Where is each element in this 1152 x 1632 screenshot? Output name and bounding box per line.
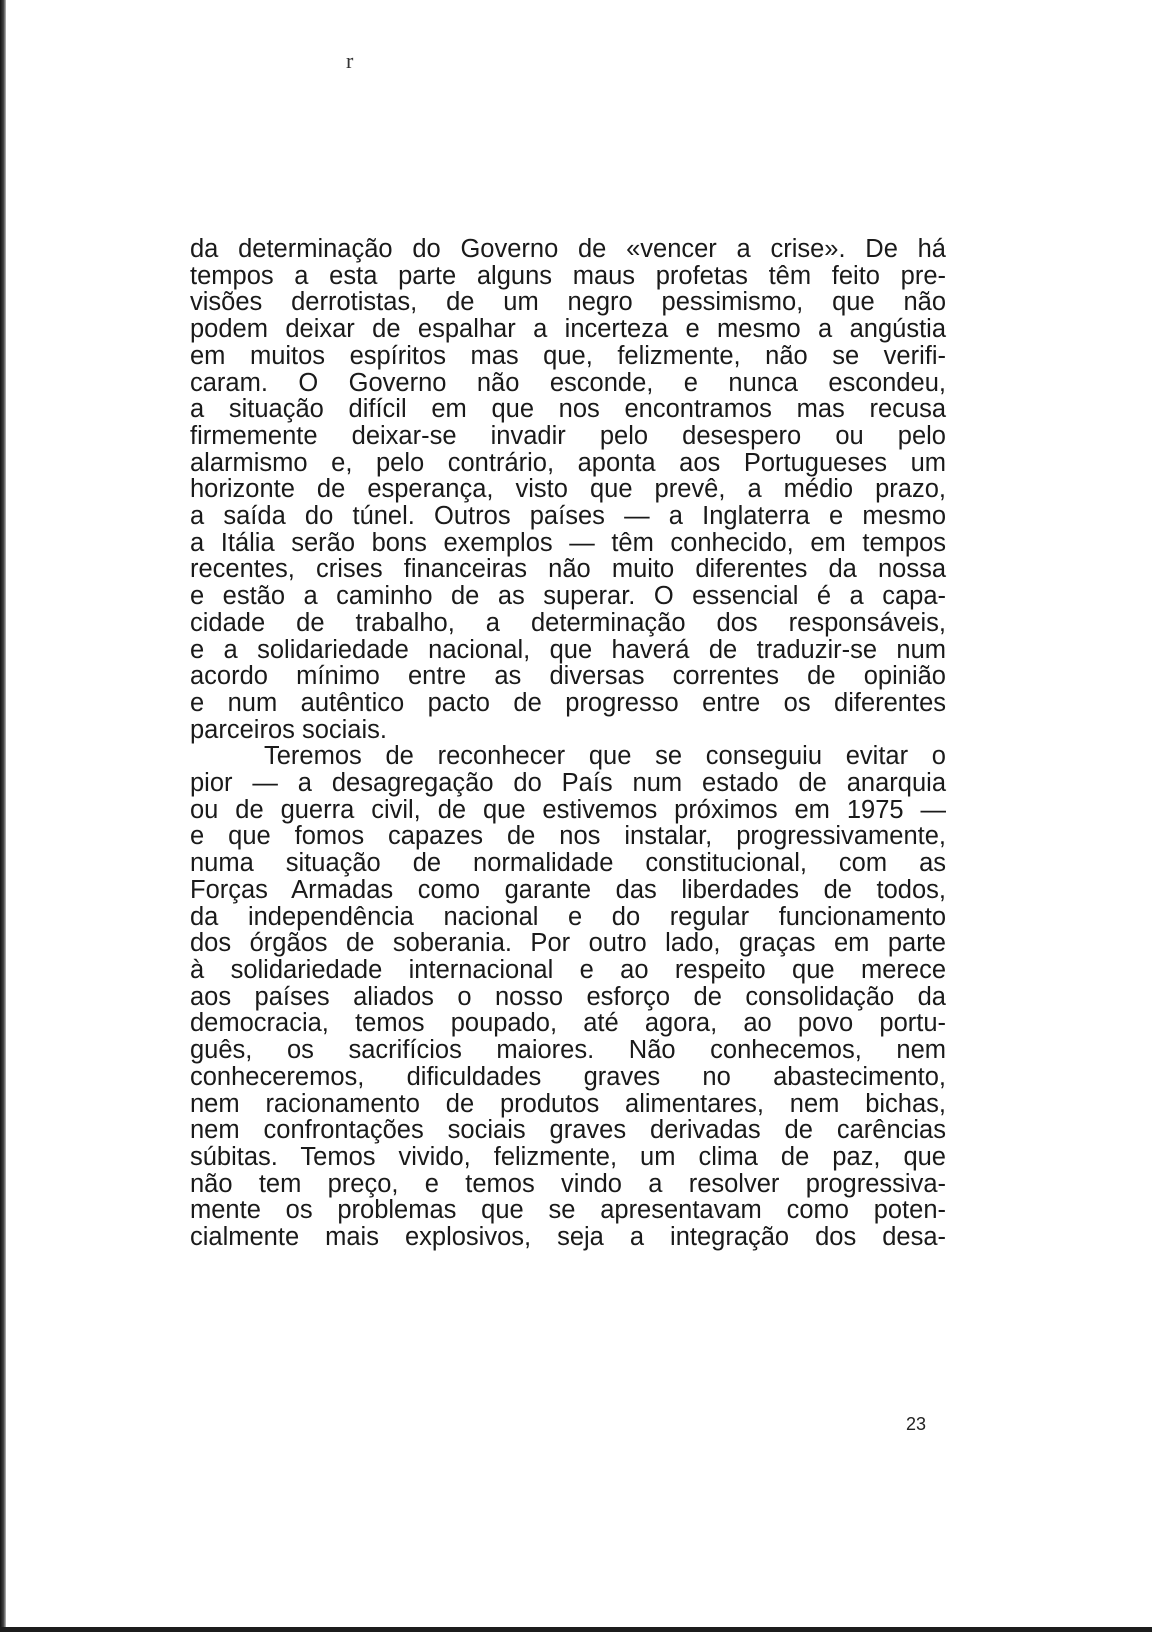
text-line: Teremos de reconhecer que se conseguiu evitar o bbox=[264, 742, 946, 771]
text-line: numa situação de normalidade constitucional, com as bbox=[190, 849, 946, 878]
text-line: nem racionamento de produtos alimentares, nem bichas, bbox=[190, 1089, 946, 1118]
text-line: Forças Armadas como garante das liberdades de todos, bbox=[190, 875, 946, 904]
text-line: democracia, temos poupado, até agora, ao povo portu- bbox=[190, 1009, 946, 1038]
text-line: alarmismo e, pelo contrário, aponta aos Portugueses um bbox=[190, 448, 946, 477]
body-text bbox=[190, 236, 946, 1251]
text-line: guês, os sacrifícios maiores. Não conhecemos, nem bbox=[190, 1036, 946, 1065]
text-line: a situação difícil em que nos encontramos mas recusa bbox=[190, 395, 946, 424]
text-line: podem deixar de espalhar a incerteza e mesmo a angústia bbox=[190, 315, 946, 344]
text-line: da independência nacional e do regular funcionamento bbox=[190, 902, 946, 931]
text-line: a Itália serão bons exemplos — têm conhecido, em tempos bbox=[190, 528, 946, 557]
page-bottom-edge bbox=[0, 1627, 1152, 1632]
text-line: visões derrotistas, de um negro pessimismo, que não bbox=[190, 288, 946, 317]
text-line: da determinação do Governo de «vencer a crise». De há bbox=[190, 235, 946, 263]
text-line: parceiros sociais. bbox=[190, 715, 387, 744]
text-line: tempos a esta parte alguns maus profetas têm feito pre- bbox=[190, 261, 946, 290]
text-line: em muitos espíritos mas que, felizmente, não se verifi- bbox=[190, 341, 946, 370]
text-line: e a solidariedade nacional, que haverá de traduzir-se num bbox=[190, 635, 946, 664]
book-spine-edge bbox=[0, 0, 6, 1632]
text-line: recentes, crises financeiras não muito diferentes da nossa bbox=[190, 555, 946, 584]
text-line: aos países aliados o nosso esforço de consolidação da bbox=[190, 982, 946, 1011]
text-line: à solidariedade internacional e ao respeito que merece bbox=[190, 955, 946, 984]
text-line: nem confrontações sociais graves derivadas de carências bbox=[190, 1116, 946, 1145]
text-line: acordo mínimo entre as diversas correntes de opinião bbox=[190, 662, 946, 691]
text-line: caram. O Governo não esconde, e nunca escondeu, bbox=[190, 368, 946, 397]
text-line: conheceremos, dificuldades graves no abastecimento, bbox=[190, 1062, 946, 1091]
stray-pen-mark: r bbox=[346, 48, 354, 73]
text-line: e num autêntico pacto de progresso entre os diferentes bbox=[190, 688, 946, 717]
paragraph bbox=[190, 743, 946, 1250]
text-line: e estão a caminho de as superar. O essencial é a capa- bbox=[190, 582, 946, 611]
text-line: mente os problemas que se apresentavam como poten- bbox=[190, 1196, 946, 1225]
text-line: cialmente mais explosivos, seja a integração dos desa- bbox=[190, 1223, 946, 1252]
text-line: a saída do túnel. Outros países — a Inglaterra e mesmo bbox=[190, 502, 946, 531]
text-line: ou de guerra civil, de que estivemos próximos em 1975 — bbox=[190, 795, 946, 824]
text-line: não tem preço, e temos vindo a resolver progressiva- bbox=[190, 1169, 946, 1198]
paragraph bbox=[190, 236, 946, 743]
text-line: horizonte de esperança, visto que prevê, a médio prazo, bbox=[190, 475, 946, 504]
text-line: pior — a desagregação do País num estado de anarquia bbox=[190, 769, 946, 798]
text-line: cidade de trabalho, a determinação dos responsáveis, bbox=[190, 608, 946, 637]
text-line: firmemente deixar-se invadir pelo desespero ou pelo bbox=[190, 421, 946, 450]
text-line: e que fomos capazes de nos instalar, progressivamente, bbox=[190, 822, 946, 851]
page-number: 23 bbox=[906, 1414, 927, 1434]
text-line: súbitas. Temos vivido, felizmente, um clima de paz, que bbox=[190, 1142, 946, 1171]
text-line: dos órgãos de soberania. Por outro lado, graças em parte bbox=[190, 929, 946, 958]
